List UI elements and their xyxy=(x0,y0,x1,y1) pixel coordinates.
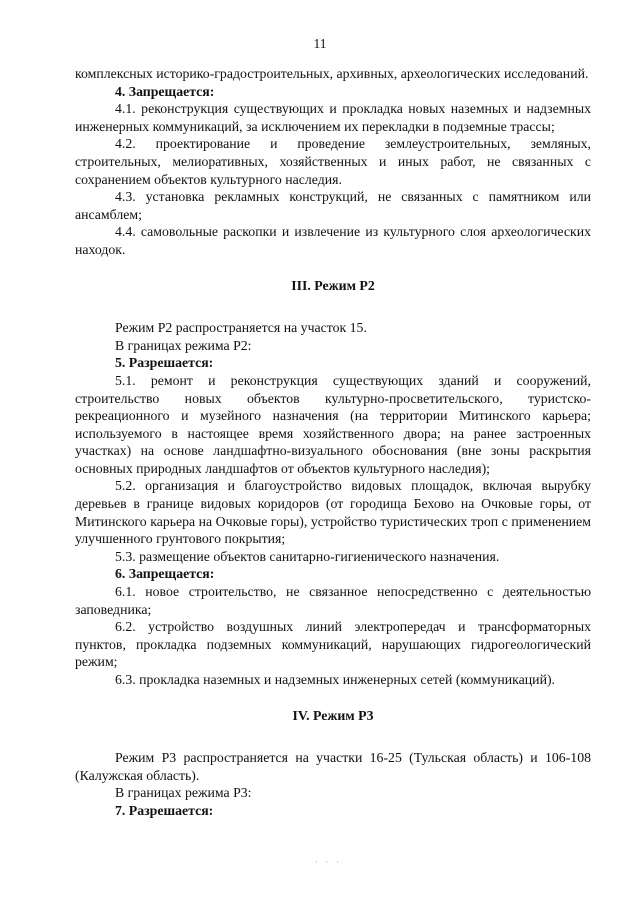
item-4-2: 4.2. проектирование и проведение землеустроительных, земляных, строительных, мелиоративных, хозяйственных и иных работ, не связанных с сохранением объектов культурного наследия. xyxy=(75,136,591,187)
section-4-title: 4. Запрещается: xyxy=(115,83,215,99)
regime-p2-intro-1: Режим Р2 распространяется на участок 15. xyxy=(115,320,367,336)
section-7-title: 7. Разрешается: xyxy=(115,802,214,818)
regime-p3-intro-2: В границах режима Р3: xyxy=(115,785,252,801)
regime-p2-intro-2: В границах режима Р2: xyxy=(115,337,252,353)
heading-regime-p2: III. Режим Р2 xyxy=(291,277,375,293)
section-5-title: 5. Разрешается: xyxy=(115,355,214,371)
scan-artifact: · · · xyxy=(315,858,342,867)
page-number: 11 xyxy=(313,36,327,51)
item-6-2: 6.2. устройство воздушных линий электропередач и трансформаторных пунктов, прокладка подземных коммуникаций, нарушающих гидрогеологический режим; xyxy=(75,619,591,670)
item-5-3: 5.3. размещение объектов санитарно-гигиенического назначения. xyxy=(115,548,500,564)
item-4-1: 4.1. реконструкция существующих и прокладка новых наземных и надземных инженерных коммуникаций, за исключением их перекладки в подземные трассы; xyxy=(75,101,591,134)
item-6-3: 6.3. прокладка наземных и надземных инженерных сетей (коммуникаций). xyxy=(115,672,555,687)
section-6-title: 6. Запрещается: xyxy=(115,566,215,582)
item-5-1: 5.1. ремонт и реконструкция существующих зданий и сооружений, строительство новых объектов культурно-просветительского, туристско-рекреационного и музейного назначения (на территории Митинского карьера; используемого в настоящее время хозяйственного двора; на ранее застроенных участках) на основе ландшафтно-визуального обоснования (вне зоны раскрытия основных природных ландшафтов от объектов культурного наследия); xyxy=(75,372,591,476)
heading-regime-p3: IV. Режим Р3 xyxy=(292,707,374,723)
regime-p3-intro-1: Режим Р3 распространяется на участки 16-25 (Тульская область) и 106-108 (Калужская область). xyxy=(75,750,591,783)
item-4-3: 4.3. установка рекламных конструкций, не связанных с памятником или ансамблем; xyxy=(75,189,591,222)
item-4-4: 4.4. самовольные раскопки и извлечение из культурного слоя археологических находок. xyxy=(75,224,591,257)
intro-continuation: комплексных историко-градостроительных, архивных, археологических исследований. xyxy=(75,66,589,81)
item-5-2: 5.2. организация и благоустройство видовых площадок, включая вырубку деревьев в границе видовых коридоров (от городища Бехово на Очковые горы, от Митинского карьера на Очковые горы), устройство туристических троп с применением улучшенного грунтового покрытия; xyxy=(75,478,591,547)
document-body xyxy=(75,65,591,820)
item-6-1: 6.1. новое строительство, не связанное непосредственно с деятельностью заповедника; xyxy=(75,584,591,617)
